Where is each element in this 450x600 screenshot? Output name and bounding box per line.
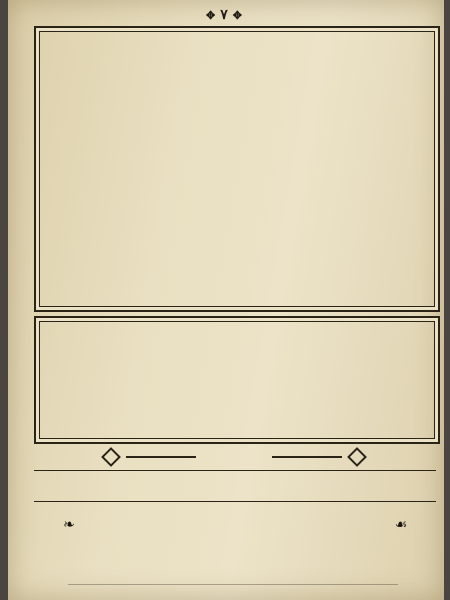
left-ornament-icon: ✥ — [206, 8, 216, 22]
text-line — [48, 59, 426, 79]
text-line — [48, 143, 426, 163]
divider-knot-icon — [347, 447, 367, 467]
divider-bar — [272, 456, 342, 458]
bottom-text-line — [38, 552, 432, 580]
text-line — [48, 269, 426, 289]
text-line — [48, 80, 426, 100]
chapter-heading — [60, 510, 410, 540]
text-line — [48, 402, 426, 422]
text-line — [48, 101, 426, 121]
text-line — [48, 206, 426, 226]
scroll-ornament-icon: ❧ — [63, 517, 75, 533]
text-line — [48, 185, 426, 205]
text-line — [48, 382, 426, 402]
book-page — [8, 0, 444, 600]
right-ornament-icon: ✥ — [232, 8, 242, 22]
second-text-frame — [34, 316, 440, 444]
text-line — [48, 290, 426, 310]
page-number: ٧ — [220, 7, 228, 23]
divider-bar — [126, 456, 196, 458]
note-line — [44, 472, 426, 486]
text-line — [48, 164, 426, 184]
page-number-header — [178, 6, 270, 24]
bottom-rule — [68, 584, 398, 585]
section-divider — [104, 448, 364, 466]
divider-knot-icon — [101, 447, 121, 467]
text-line — [48, 227, 426, 247]
text-line — [48, 38, 426, 58]
main-text-frame — [34, 26, 440, 312]
text-line — [48, 248, 426, 268]
text-line — [48, 362, 426, 382]
note-line — [44, 486, 426, 500]
text-line — [48, 420, 426, 440]
text-line — [48, 122, 426, 142]
text-line — [48, 322, 426, 342]
questions-box — [34, 470, 436, 502]
scroll-ornament-icon: ☙ — [394, 517, 408, 533]
text-line — [48, 342, 426, 362]
